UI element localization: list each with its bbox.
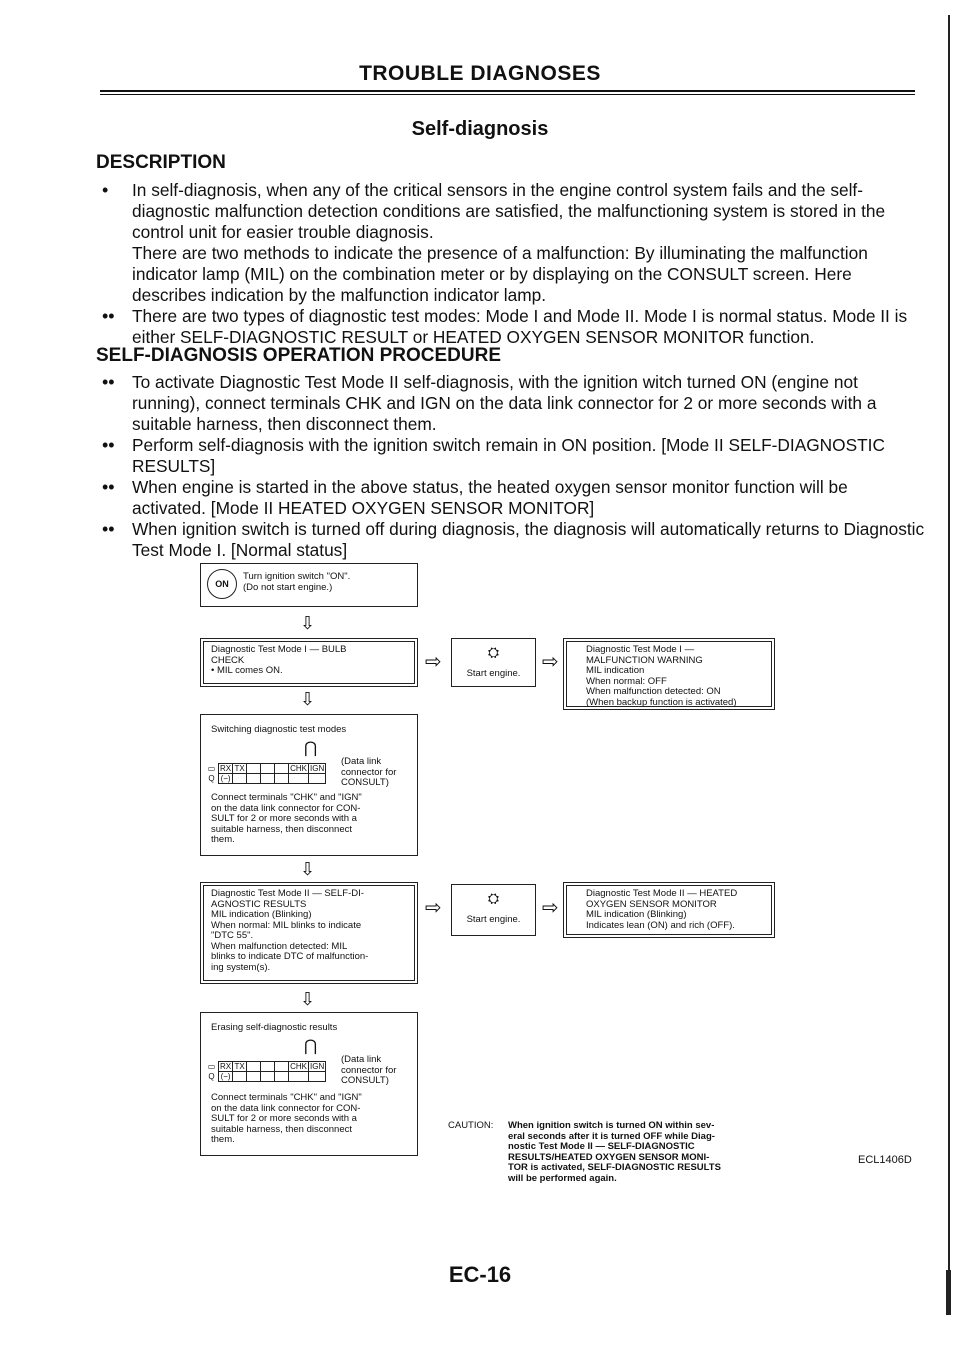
ignition-key-icon: ON bbox=[207, 569, 237, 599]
mode2-self-diagnostic-results: Diagnostic Test Mode II — SELF-DI- AGNOSTIC RESULTS MIL indication (Blinking) When normal: MIL blinks to indicate "DTC 55". When malfunction detected: MIL blinks to indicate DTC of malfunction- ing system(s). bbox=[200, 882, 418, 984]
list-item: •• When ignition switch is turned off during diagnosis, the diagnosis will automatically returns to Diagnostic Test Mode I. [Normal status] bbox=[102, 519, 925, 560]
start-engine-box: ⛭ Start engine. bbox=[451, 884, 536, 936]
list-item: • In self-diagnosis, when any of the critical sensors in the engine control system fails and the self-diagnostic malfunction detection conditions are satisfied, the malfunctioning system is stored in the control unit for easier trouble diagnosis. bbox=[102, 180, 886, 242]
mode1-malfunction-warning: Diagnostic Test Mode I — MALFUNCTION WARNING MIL indication When normal: OFF When malfunction detected: ON (When backup function is activated) bbox=[563, 638, 775, 710]
step-erasing-results: Erasing self-diagnostic results ⋂ ▭ RX TX CHK IGN Q (−) (Data link connector for CONSULT) Connect terminals "CHK" and "IGN" on the data link connector for CON- SULT for 2 or more seconds with a suitable harness, then disconnect them. bbox=[200, 1012, 418, 1156]
arrow-down-icon: ⇩ bbox=[300, 989, 316, 1009]
data-link-connector-icon: ▭ RX TX CHK IGN Q (−) bbox=[207, 1061, 325, 1081]
list-item: •• There are two types of diagnostic test modes: Mode I and Mode II. Mode I is normal status. Mode II is either SELF-DIAGNOSTIC RESULT or HEATED OXYGEN SENSOR MONITOR function. bbox=[102, 306, 908, 347]
margin-rule bbox=[948, 15, 950, 1315]
title-rule bbox=[100, 90, 915, 95]
arrow-right-icon: ⇨ bbox=[542, 897, 559, 919]
jumper-wire-icon: ⋂ bbox=[304, 740, 318, 757]
page-title: TROUBLE DIAGNOSES bbox=[359, 62, 601, 85]
list-item: •• When engine is started in the above status, the heated oxygen sensor monitor function will be activated. [Mode II HEATED OXYGEN SENSOR MONITOR] bbox=[102, 477, 848, 518]
jumper-wire-icon: ⋂ bbox=[304, 1038, 318, 1055]
list-item: •• Perform self-diagnosis with the ignition switch remain in ON position. [Mode II SELF-DIAGNOSTIC RESULTS] bbox=[102, 435, 885, 476]
page-number: EC-16 bbox=[448, 1262, 512, 1287]
description-list bbox=[96, 180, 926, 348]
arrow-down-icon: ⇩ bbox=[300, 859, 316, 879]
arrow-down-icon: ⇩ bbox=[300, 613, 316, 633]
arrow-right-icon: ⇨ bbox=[542, 651, 559, 673]
data-link-connector-icon: ▭ RX TX CHK IGN Q (−) bbox=[207, 763, 325, 783]
arrow-down-icon: ⇩ bbox=[300, 689, 316, 709]
figure-code: ECL1406D bbox=[858, 1154, 912, 1166]
start-engine-box: ⛭ Start engine. bbox=[451, 638, 536, 687]
section-title: Self-diagnosis bbox=[411, 118, 549, 140]
arrow-right-icon: ⇨ bbox=[425, 897, 442, 919]
step-bulb-check: Diagnostic Test Mode I — BULB CHECK • MIL comes ON. bbox=[200, 638, 418, 687]
engine-icon: ⛭ bbox=[487, 644, 500, 660]
arrow-right-icon: ⇨ bbox=[425, 651, 442, 673]
description-heading: DESCRIPTION bbox=[96, 152, 226, 173]
list-item: •• To activate Diagnostic Test Mode II self-diagnosis, with the ignition witch turned ON (engine not running), connect terminals CHK and IGN on the data link connector for 2 or more seconds with a suitable harness, then disconnect them. bbox=[102, 372, 877, 434]
step-ignition-on: ON Turn ignition switch "ON". (Do not start engine.) bbox=[200, 563, 418, 607]
step-switching-modes: Switching diagnostic test modes ⋂ ▭ RX TX CHK IGN Q (−) (Data link connector for CONSULT) Connect terminals "CHK" and "IGN" on the data link connector for CON- SULT for 2 or more seconds with a suitable harness, then disconnect them. bbox=[200, 714, 418, 856]
procedure-list bbox=[96, 372, 926, 561]
engine-icon: ⛭ bbox=[487, 890, 500, 906]
list-item: There are two methods to indicate the presence of a malfunction: By illuminating the malfunction indicator lamp (MIL) on the combination meter or by displaying on the CONSULT screen. Here describes indication by the malfunction indicator lamp. bbox=[132, 243, 868, 305]
mode2-heated-oxygen-monitor: Diagnostic Test Mode II — HEATED OXYGEN SENSOR MONITOR MIL indication (Blinking) Indicates lean (ON) and rich (OFF). bbox=[563, 882, 775, 938]
procedure-heading: SELF-DIAGNOSIS OPERATION PROCEDURE bbox=[96, 345, 502, 366]
